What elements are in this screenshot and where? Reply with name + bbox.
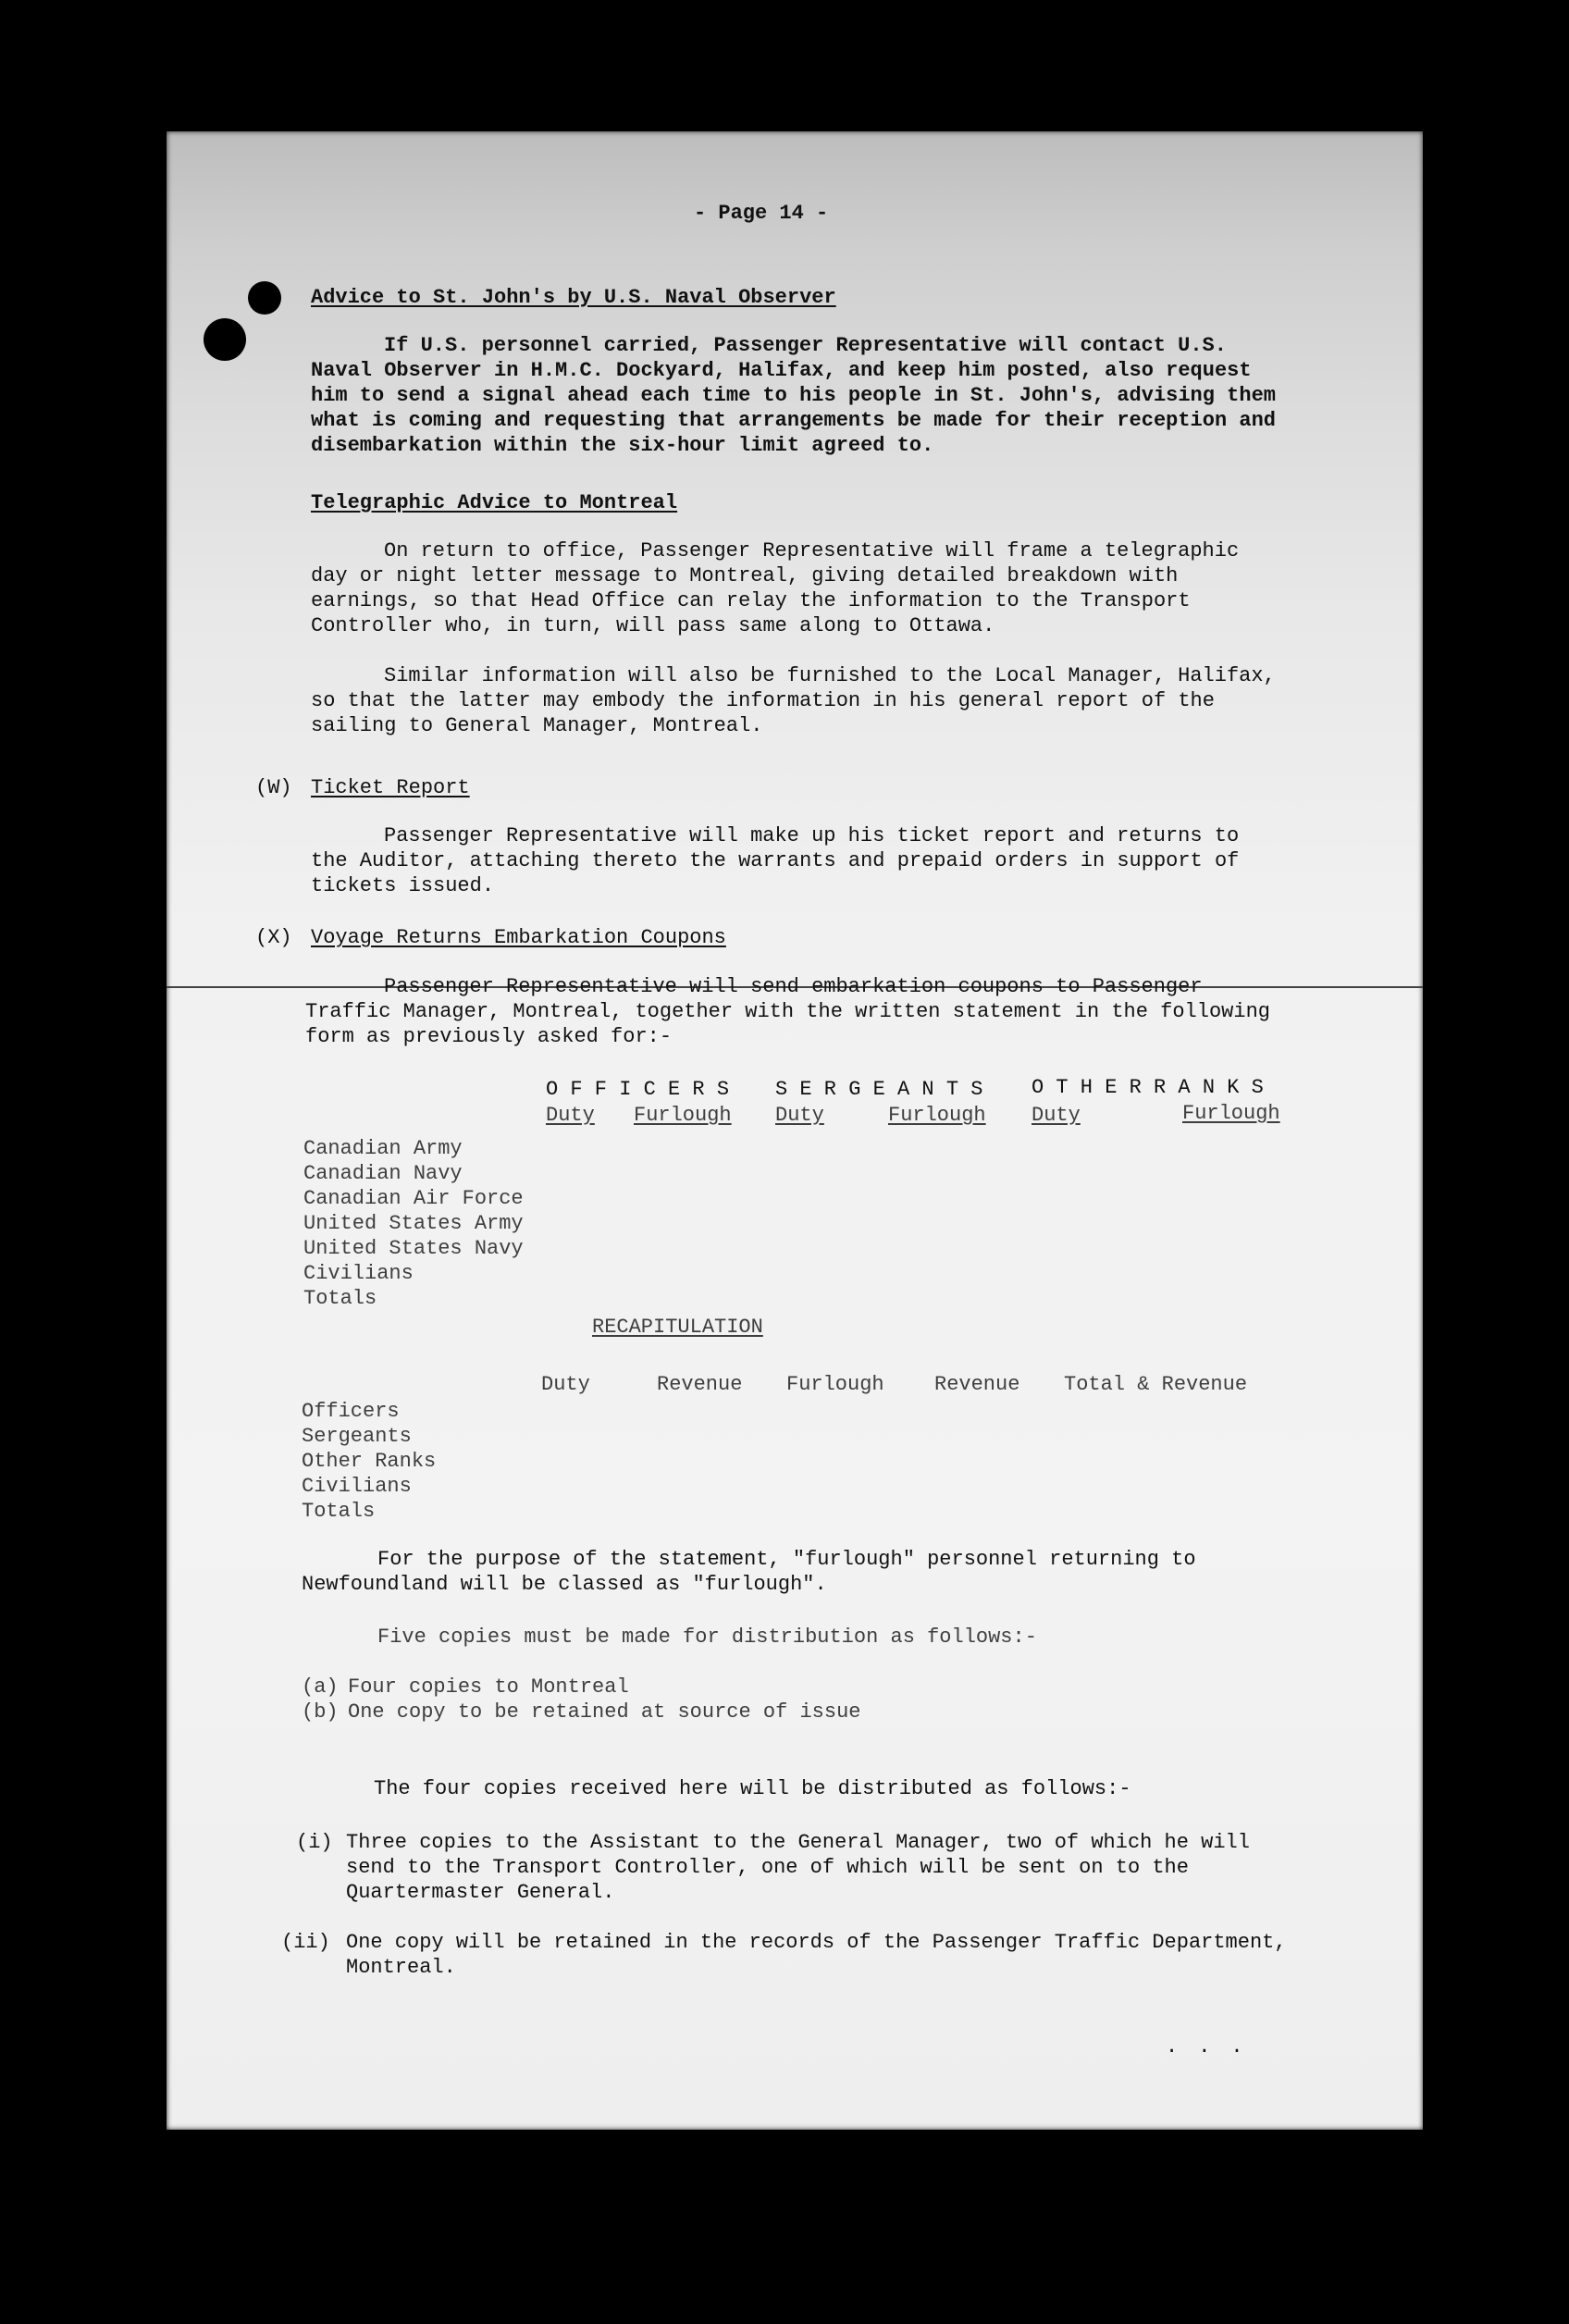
recap-row-label: Civilians [302, 1475, 412, 1498]
copies-intro: Five copies must be made for distribution as follows:- [377, 1626, 1037, 1649]
list-marker: (b) [302, 1700, 339, 1724]
list-item: Four copies to Montreal [348, 1675, 629, 1699]
para-line: him to send a signal ahead each time to his people in St. John's, advising them [311, 384, 1276, 407]
section-marker-x: (X) [255, 926, 292, 949]
para-line: Newfoundland will be classed as "furlough". [302, 1573, 827, 1596]
list-item: One copy to be retained at source of issue [348, 1700, 861, 1724]
group-header-sergeants: S E R G E A N T S [775, 1078, 983, 1101]
para-line: Traffic Manager, Montreal, together with the written statement in the following [305, 1000, 1270, 1023]
para-line: Passenger Representative will send embarkation coupons to Passenger [384, 975, 1203, 998]
para-line: day or night letter message to Montreal, giving detailed breakdown with [311, 564, 1179, 587]
table-row-label: Canadian Air Force [303, 1187, 524, 1210]
document-page [167, 131, 1423, 2130]
list-item-line: Montreal. [346, 1956, 456, 1979]
table-row-label: Canadian Navy [303, 1162, 463, 1185]
punch-hole-bottom [204, 318, 246, 361]
table-row-label: United States Navy [303, 1237, 524, 1260]
para-line: earnings, so that Head Office can relay the information to the Transport [311, 589, 1191, 612]
distribution-intro: The four copies received here will be distributed as follows:- [374, 1777, 1131, 1800]
table-row-label: United States Army [303, 1212, 524, 1235]
heading-voyage-returns: Voyage Returns Embarkation Coupons [311, 926, 726, 949]
para-line: what is coming and requesting that arrangements be made for their reception and [311, 409, 1276, 432]
table-row-label: Civilians [303, 1262, 414, 1285]
list-item-line: One copy will be retained in the records of the Passenger Traffic Department, [346, 1931, 1287, 1954]
list-marker: (a) [302, 1675, 339, 1699]
list-item-line: send to the Transport Controller, one of which will be sent on to the [346, 1856, 1189, 1879]
subheader-duty: Duty [775, 1104, 824, 1127]
para-line: so that the latter may embody the information in his general report of the [311, 689, 1215, 712]
table-row-label: Totals [303, 1287, 377, 1310]
para-line: the Auditor, attaching thereto the warrants and prepaid orders in support of [311, 849, 1240, 872]
heading-ticket-report: Ticket Report [311, 776, 470, 799]
recap-row-label: Other Ranks [302, 1450, 437, 1473]
subheader-duty: Duty [546, 1104, 595, 1127]
para-line: Similar information will also be furnished to the Local Manager, Halifax, [384, 664, 1276, 687]
para-line: form as previously asked for:- [305, 1025, 673, 1048]
para-line: If U.S. personnel carried, Passenger Representative will contact U.S. [384, 334, 1227, 357]
subheader-furlough: Furlough [888, 1104, 986, 1127]
subheader-furlough: Furlough [634, 1104, 732, 1127]
recap-header: Revenue [934, 1373, 1020, 1396]
subheader-duty: Duty [1032, 1104, 1081, 1127]
group-header-officers: O F F I C E R S [546, 1078, 730, 1101]
continuation-mark: ... [1166, 2035, 1264, 2058]
para-line: disembarkation within the six-hour limit agreed to. [311, 434, 934, 457]
recapitulation-title: RECAPITULATION [592, 1316, 763, 1339]
heading-advice-st-johns: Advice to St. John's by U.S. Naval Observer [311, 286, 836, 309]
para-line: Passenger Representative will make up his ticket report and returns to [384, 824, 1240, 847]
list-item-line: Three copies to the Assistant to the General Manager, two of which he will [346, 1831, 1250, 1854]
recap-header: Duty [541, 1373, 590, 1396]
table-row-label: Canadian Army [303, 1137, 463, 1160]
subheader-furlough: Furlough [1182, 1102, 1280, 1125]
recap-header: Total & Revenue [1064, 1373, 1248, 1396]
recap-header: Furlough [786, 1373, 884, 1396]
para-line: sailing to General Manager, Montreal. [311, 714, 763, 737]
heading-telegraphic-advice: Telegraphic Advice to Montreal [311, 491, 678, 514]
recap-row-label: Officers [302, 1400, 400, 1423]
recap-header: Revenue [657, 1373, 743, 1396]
list-marker: (ii) [281, 1931, 330, 1954]
page-number: - Page 14 - [694, 202, 829, 225]
punch-hole-top [248, 281, 281, 315]
para-line: On return to office, Passenger Representative will frame a telegraphic [384, 539, 1240, 562]
list-marker: (i) [296, 1831, 333, 1854]
para-line: Naval Observer in H.M.C. Dockyard, Halifax, and keep him posted, also request [311, 359, 1252, 382]
para-line: For the purpose of the statement, "furlough" personnel returning to [377, 1548, 1196, 1571]
group-header-other-ranks: O T H E R R A N K S [1032, 1076, 1264, 1099]
list-item-line: Quartermaster General. [346, 1881, 615, 1904]
recap-row-label: Totals [302, 1500, 376, 1523]
para-line: tickets issued. [311, 874, 495, 897]
para-line: Controller who, in turn, will pass same along to Ottawa. [311, 614, 995, 637]
recap-row-label: Sergeants [302, 1425, 412, 1448]
section-marker-w: (W) [255, 776, 292, 799]
